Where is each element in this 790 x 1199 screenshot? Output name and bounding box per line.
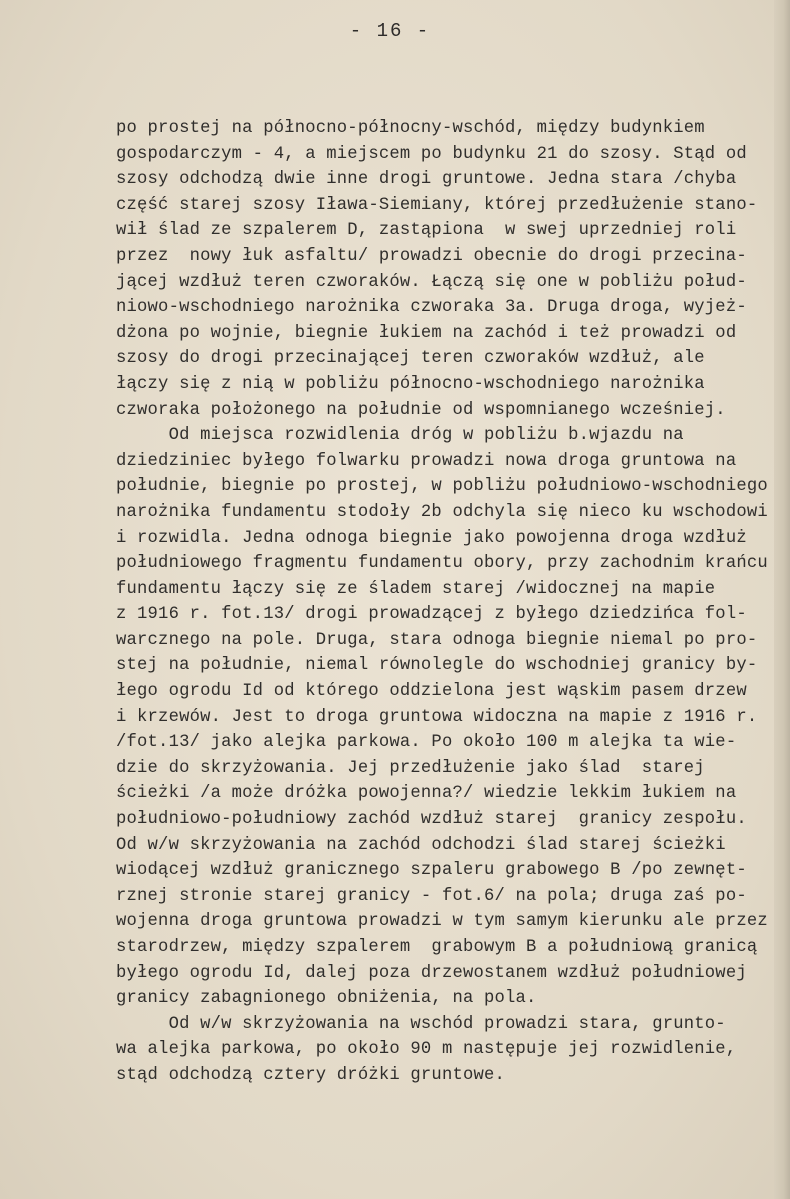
text-line: /fot.13/ jako alejka parkowa. Po około 100 m alejka ta wie- (116, 733, 737, 753)
text-line: z 1916 r. fot.13/ drogi prowadzącej z byłego dziedzińca fol- (116, 605, 747, 625)
text-line: Od w/w skrzyżowania na zachód odchodzi ślad starej ścieżki (116, 835, 726, 855)
text-line: łączy się z nią w pobliżu północno-wschodniego narożnika (116, 374, 705, 394)
text-line: południe, biegnie po prostej, w pobliżu południowo-wschodniego (116, 477, 768, 497)
text-line: wojenna droga gruntowa prowadzi w tym samym kierunku ale przez (116, 912, 768, 932)
text-line: stąd odchodzą cztery dróżki gruntowe. (116, 1065, 506, 1085)
text-line: dżona po wojnie, biegnie łukiem na zachód i też prowadzi od (116, 323, 737, 343)
text-line: i rozwidla. Jedna odnoga biegnie jako powojenna droga wzdłuż (116, 528, 747, 548)
text-line: niowo-wschodniego narożnika czworaka 3a. Druga droga, wyjeż- (116, 298, 747, 318)
text-line: byłego ogrodu Id, dalej poza drzewostanem wzdłuż południowej (116, 963, 747, 983)
text-line: narożnika fundamentu stodoły 2b odchyla się nieco ku wschodowi (116, 502, 768, 522)
text-line: fundamentu łączy się ze śladem starej /widocznej na mapie (116, 579, 716, 599)
text-line: Od miejsca rozwidlenia dróg w pobliżu b.wjazdu na (116, 426, 684, 446)
text-line: ścieżki /a może dróżka powojenna?/ wiedzie lekkim łukiem na (116, 784, 737, 804)
text-line: Od w/w skrzyżowania na wschód prowadzi stara, grunto- (116, 1014, 726, 1034)
text-line: dziedziniec byłego folwarku prowadzi nowa droga gruntowa na (116, 451, 737, 471)
text-line: wa alejka parkowa, po około 90 m następuje jej rozwidlenie, (116, 1040, 737, 1060)
text-line: czworaka położonego na południe od wspomnianego wcześniej. (116, 400, 726, 420)
text-line: rznej stronie starej granicy - fot.6/ na pola; druga zaś po- (116, 886, 747, 906)
text-line: szosy odchodzą dwie inne drogi gruntowe. Jedna stara /chyba (116, 170, 737, 190)
text-line: część starej szosy Iława-Siemiany, której przedłużenie stano- (116, 195, 758, 215)
page-edge (774, 0, 790, 1199)
text-line: warcznego na pole. Druga, stara odnoga biegnie niemal po pro- (116, 630, 758, 650)
text-line: wił ślad ze szpalerem D, zastąpiona w swej uprzedniej roli (116, 221, 737, 241)
text-line: gospodarczym - 4, a miejscem po budynku 21 do szosy. Stąd od (116, 144, 747, 164)
text-line: jącej wzdłuż teren czworaków. Łączą się one w pobliżu połud- (116, 272, 747, 292)
text-line: południowo-południowy zachód wzdłuż starej granicy zespołu. (116, 810, 747, 830)
text-line: starodrzew, między szpalerem grabowym B a południową granicą (116, 938, 758, 957)
text-line: po prostej na północno-północny-wschód, między budynkiem (116, 119, 705, 138)
text-line: dzie do skrzyżowania. Jej przedłużenie jako ślad starej (116, 758, 705, 778)
text-line: południowego fragmentu fundamentu obory, przy zachodnim krańcu (116, 554, 768, 574)
text-line: przez nowy łuk asfaltu/ prowadzi obecnie do drogi przecina- (116, 246, 747, 266)
text-line: łego ogrodu Id od którego oddzielona jest wąskim pasem drzew (116, 682, 747, 702)
text-line: i krzewów. Jest to droga gruntowa widoczna na mapie z 1916 r. (116, 707, 758, 727)
text-line: wiodącej wzdłuż granicznego szpaleru grabowego B /po zewnęt- (116, 861, 747, 881)
body-text (116, 116, 776, 1089)
text-line: granicy zabagnionego obniżenia, na pola. (116, 989, 537, 1009)
text-line: stej na południe, niemal równolegle do wschodniej granicy by- (116, 656, 758, 676)
text-line: szosy do drogi przecinającej teren czworaków wzdłuż, ale (116, 349, 705, 369)
page-number: - 16 - (349, 20, 431, 42)
